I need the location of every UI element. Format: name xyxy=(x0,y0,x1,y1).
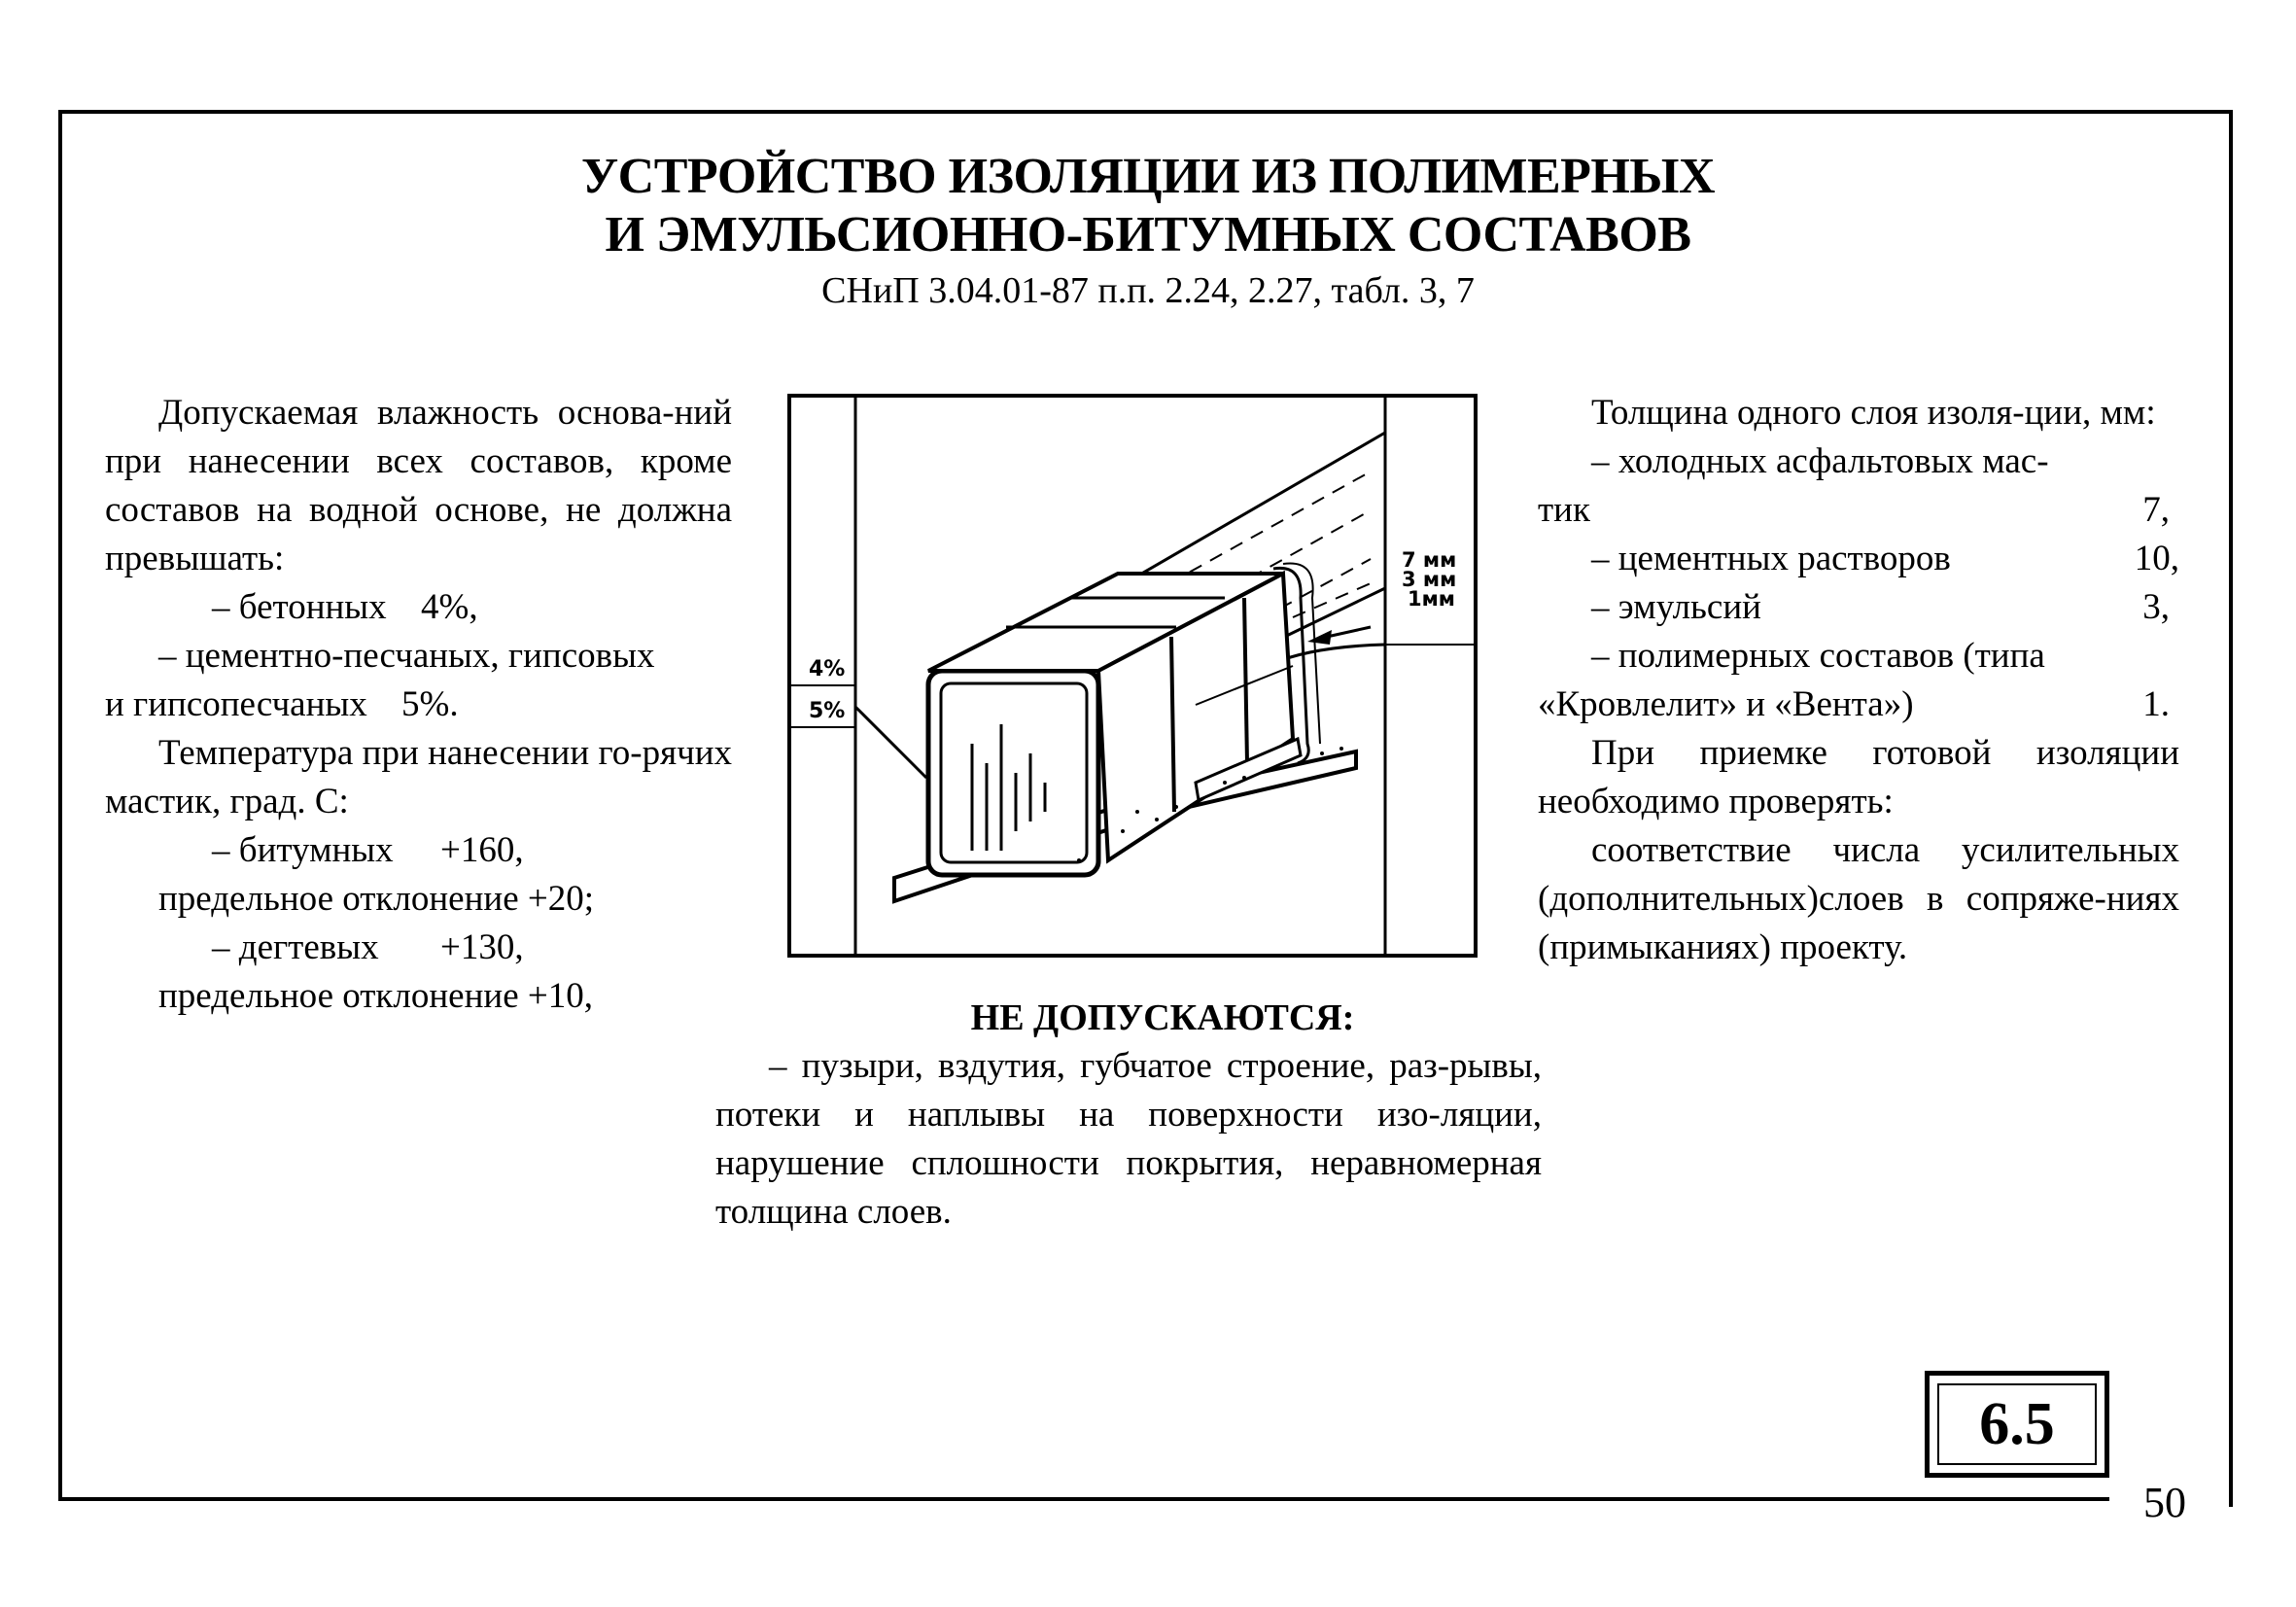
insulation-drawing xyxy=(787,394,1478,958)
thickness-cold-label-2: тик xyxy=(1538,490,1590,530)
thickness-cold xyxy=(1538,486,2179,535)
moisture-sand-label-2: и гипсопесчаных xyxy=(105,684,367,724)
thickness-polymer-value: 1. xyxy=(2142,684,2170,724)
thickness-emulsion-value: 3, xyxy=(2142,587,2170,627)
thickness-emulsion-label: – эмульсий xyxy=(1591,587,1761,627)
tar-label: – дегтевых xyxy=(212,927,379,967)
moisture-concrete-label: – бетонных xyxy=(212,587,387,627)
moisture-sand-label: – цементно-песчаных, гипсовых xyxy=(158,636,655,676)
thickness-cold-value: 7, xyxy=(2142,490,2170,530)
temperature-bitumen xyxy=(105,826,732,875)
moisture-concrete xyxy=(105,583,732,632)
norm-reference: СНиП 3.04.01-87 п.п. 2.24, 2.27, табл. 3, 7 xyxy=(821,270,1475,311)
thickness-intro: Толщина одного слоя изоля-ции, мм: xyxy=(1591,393,2156,433)
title-line-2: И ЭМУЛЬСИОННО-БИТУМНЫХ СОСТАВОВ xyxy=(605,207,1691,262)
tar-value: +130, xyxy=(440,927,524,967)
bitumen-deviation: предельное отклонение +20; xyxy=(158,879,595,919)
temperature-tar xyxy=(105,924,732,972)
right-column xyxy=(1538,389,2179,972)
label-1mm: 1мм xyxy=(1408,587,1455,611)
left-column xyxy=(105,389,732,1021)
sheet-code-box xyxy=(1925,1371,2109,1478)
title-line-1: УСТРОЙСТВО ИЗОЛЯЦИИ ИЗ ПОЛИМЕРНЫХ xyxy=(581,149,1715,204)
moisture-sand-value: 5%. xyxy=(401,684,459,724)
bitumen-label: – битумных xyxy=(212,830,394,870)
moisture-concrete-value: 4%, xyxy=(421,587,478,627)
label-5-percent: 5% xyxy=(809,699,846,723)
prohibited-section xyxy=(715,994,1542,1237)
frame-bottom-rule xyxy=(58,1497,2109,1501)
tar-deviation: предельное отклонение +10, xyxy=(158,976,593,1016)
moisture-intro: Допускаемая влажность основа-ний при нанесении всех составов, кроме составов на водной основе, не должна превышать: xyxy=(105,393,732,578)
bitumen-value: +160, xyxy=(440,830,524,870)
thickness-polymer xyxy=(1538,681,2179,729)
sheet-code: 6.5 xyxy=(1937,1383,2097,1465)
thickness-cement xyxy=(1538,535,2179,583)
acceptance-text: соответствие числа усилительных (дополнительных)слоев в сопряже-ниях (примыканиях) проекту. xyxy=(1538,830,2179,967)
thickness-cold-label: – холодных асфальтовых мас- xyxy=(1591,441,2049,481)
prohibited-text: – пузыри, вздутия, губчатое строение, раз-рывы, потеки и наплывы на поверхности изо-ляции, нарушение сплошности покрытия, неравномерная толщина слоев. xyxy=(715,1046,1542,1232)
frame-right-tail xyxy=(2229,1487,2233,1507)
label-7mm: 7 мм xyxy=(1402,548,1457,572)
prohibited-heading: НЕ ДОПУСКАЮТСЯ: xyxy=(970,997,1355,1038)
label-3mm: 3 мм xyxy=(1402,568,1457,591)
label-4-percent: 4% xyxy=(809,657,846,681)
thickness-polymer-label-2: «Кровлелит» и «Вента») xyxy=(1538,684,1914,724)
acceptance-intro: При приемке готовой изоляции необходимо проверять: xyxy=(1538,733,2179,821)
page-number: 50 xyxy=(2143,1479,2186,1526)
insulation-figure xyxy=(787,394,1478,958)
thickness-cement-label: – цементных растворов xyxy=(1591,539,1951,578)
moisture-sand xyxy=(105,681,732,729)
thickness-polymer-label: – полимерных составов (типа xyxy=(1591,636,2045,676)
temperature-intro: Температура при нанесении го-рячих мастик, град. С: xyxy=(105,733,732,821)
thickness-cement-value: 10, xyxy=(2134,539,2179,578)
thickness-emulsion xyxy=(1538,583,2179,632)
